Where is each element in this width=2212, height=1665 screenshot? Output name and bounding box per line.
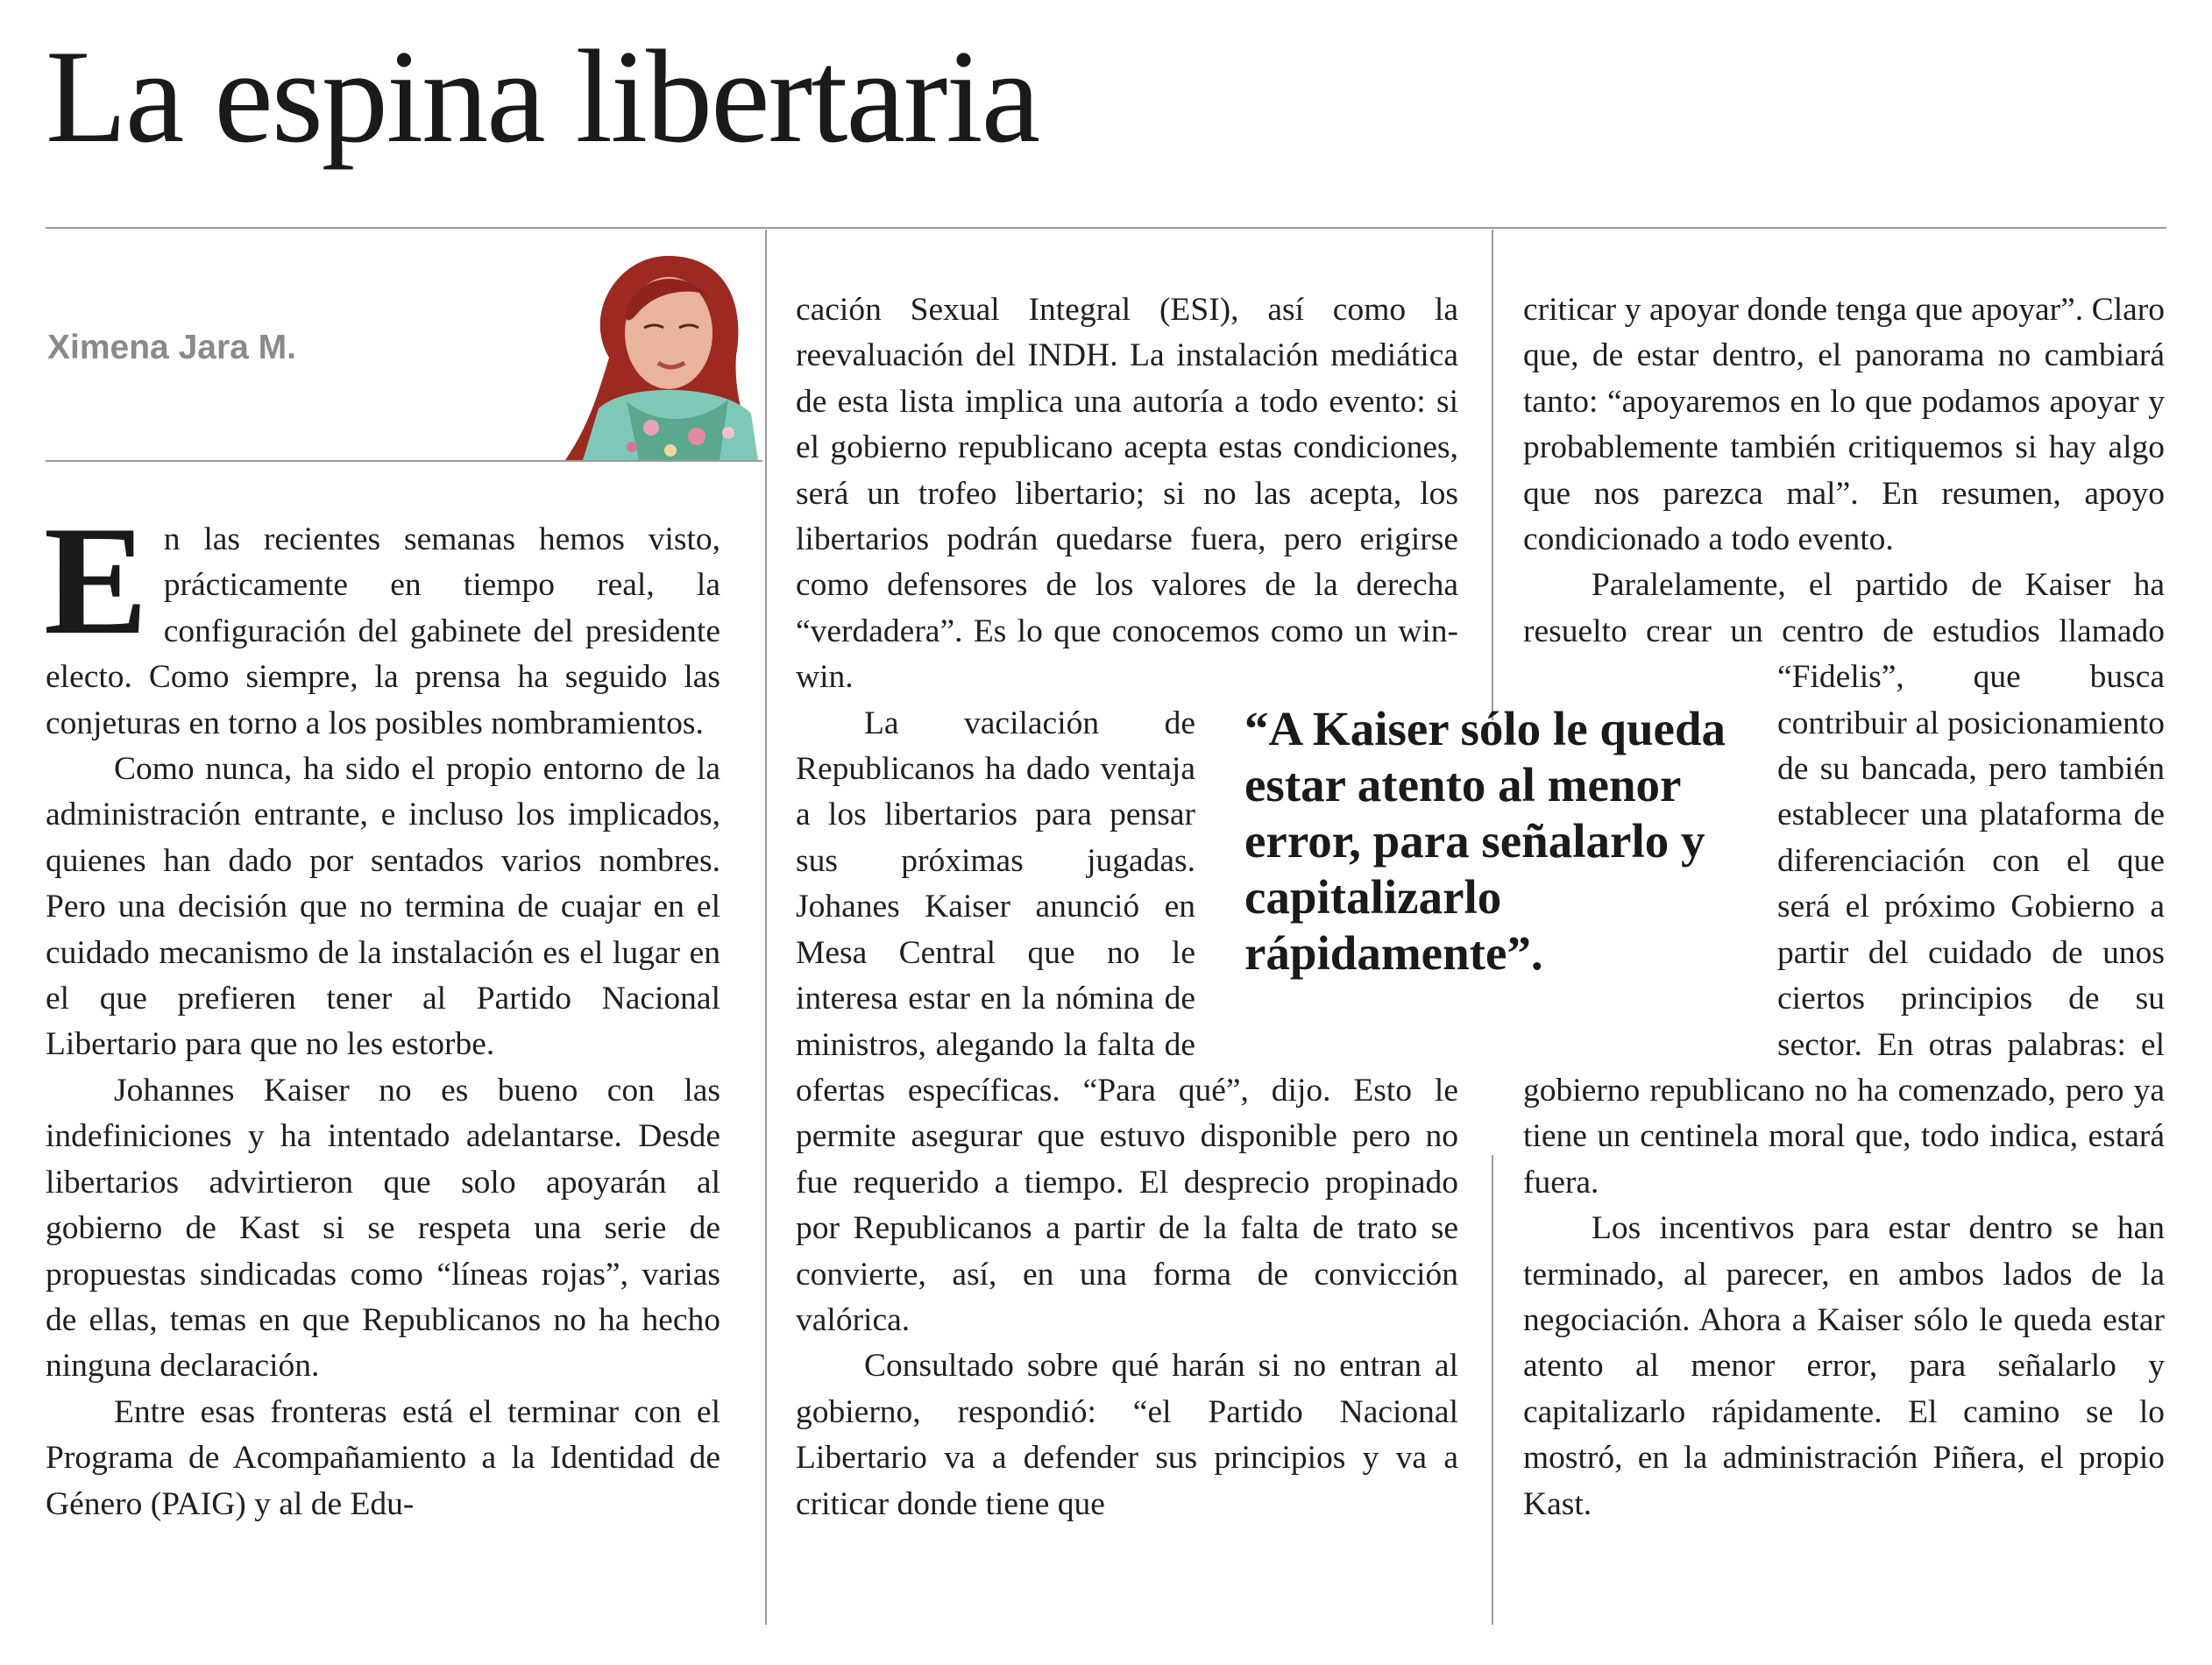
author-photo xyxy=(548,252,764,460)
column-divider xyxy=(1492,230,1493,720)
paragraph: Como nunca, ha sido el propio entorno de la administración entrante, e incluso los implicados, quienes han dado por sentados varios nombres. Pero una decisión que no termina de cuajar en el cuidado mecanismo de la instalación es el lugar en el que prefieren tener al Partido Nacional Libertario para que no les estorbe. xyxy=(46,751,720,1063)
headline: La espina libertaria xyxy=(46,23,1039,170)
paragraph: Paralelamente, el partido de Kaiser ha resuelto crear un centro de estudios llamado “Fidelis”, que busca contribuir al posicionamiento de su bancada, pero también establecer una plataforma de diferenciación con el que será el próximo Gobierno a partir del cuidado de unos ciertos principios de su sector. En otras palabras: el gobierno republicano no ha comenzado, pero ya tiene un centinela moral que, todo indica, estará fuera. xyxy=(1523,567,2165,1201)
top-rule xyxy=(46,227,2166,229)
pull-quote: “A Kaiser sólo le queda estar atento al menor error, para señalarlo y capitalizarlo rápidamente”. xyxy=(1244,702,1726,980)
paragraph: Consultado sobre qué harán si no entran al gobierno, respondió: “el Partido Nacional Libertario va a defender sus principios y va a criticar donde tiene que xyxy=(796,1348,1458,1522)
paragraph: Johannes Kaiser no es bueno con las indefiniciones y ha intentado adelantarse. Desde libertarios advirtieron que solo apoyarán al gobierno de Kast si se respeta una serie de propuestas sindicadas como “líneas rojas”, varias de ellas, temas en que Republicanos no ha hecho ninguna declaración. xyxy=(46,1072,720,1385)
drop-cap: E xyxy=(44,493,148,667)
paragraph: Entre esas fronteras está el terminar con el Programa de Acompañamiento a la Identidad de Género (PAIG) y al de Edu- xyxy=(46,1393,720,1522)
paragraph: criticar y apoyar donde tenga que apoyar”. Claro que, de estar dentro, el panorama no cambiará tanto: “apoyaremos en lo que podamos apoyar y probablemente también critiquemos si hay algo que nos parezca mal”. En resumen, apoyo condicionado a todo evento. xyxy=(1523,292,2165,558)
article-column-1 xyxy=(44,493,720,1527)
paragraph: cación Sexual Integral (ESI), así como la reevaluación del INDH. La instalación mediática de esta lista implica una autoría a todo evento: si el gobierno republicano acepta estas condiciones, será un trofeo libertario; si no las acepta, los libertarios podrán quedarse fuera, pero erigirse como defensores de los valores de la derecha “verdadera”. Es lo que conocemos como un win-win. xyxy=(796,292,1458,696)
paragraph-text: n las recientes semanas hemos visto, prácticamente en tiempo real, la configuración del gabinete del presidente electo. Como siempre, la prensa ha seguido las conjeturas en torno a los posibles nombramientos. xyxy=(46,521,720,741)
paragraph: La vacilación de Republicanos ha dado ventaja a los libertarios para pensar sus próximas jugadas. Johanes Kaiser anunció en Mesa Central que no le interesa estar en la nómina de ministros, alegando la falta de ofertas específicas. “Para qué”, dijo. Esto le permite asegurar que estuvo disponible pero no fue requerido a tiempo. El desprecio propinado por Republicanos a partir de la falta de trato se convierte, así, en una forma de convicción valórica. xyxy=(796,705,1458,1338)
paragraph xyxy=(44,493,720,747)
author-byline: Ximena Jara M. xyxy=(47,329,296,366)
column-divider xyxy=(765,230,767,1625)
paragraph: Los incentivos para estar dentro se han terminado, al parecer, en ambos lados de la negociación. Ahora a Kaiser sólo le queda estar atento al menor error, para señalarlo y capitalizarlo rápidamente. El camino se lo mostró, en la administración Piñera, el propio Kast. xyxy=(1523,1210,2165,1522)
byline-rule xyxy=(46,460,762,462)
column-divider xyxy=(1492,1155,1493,1625)
